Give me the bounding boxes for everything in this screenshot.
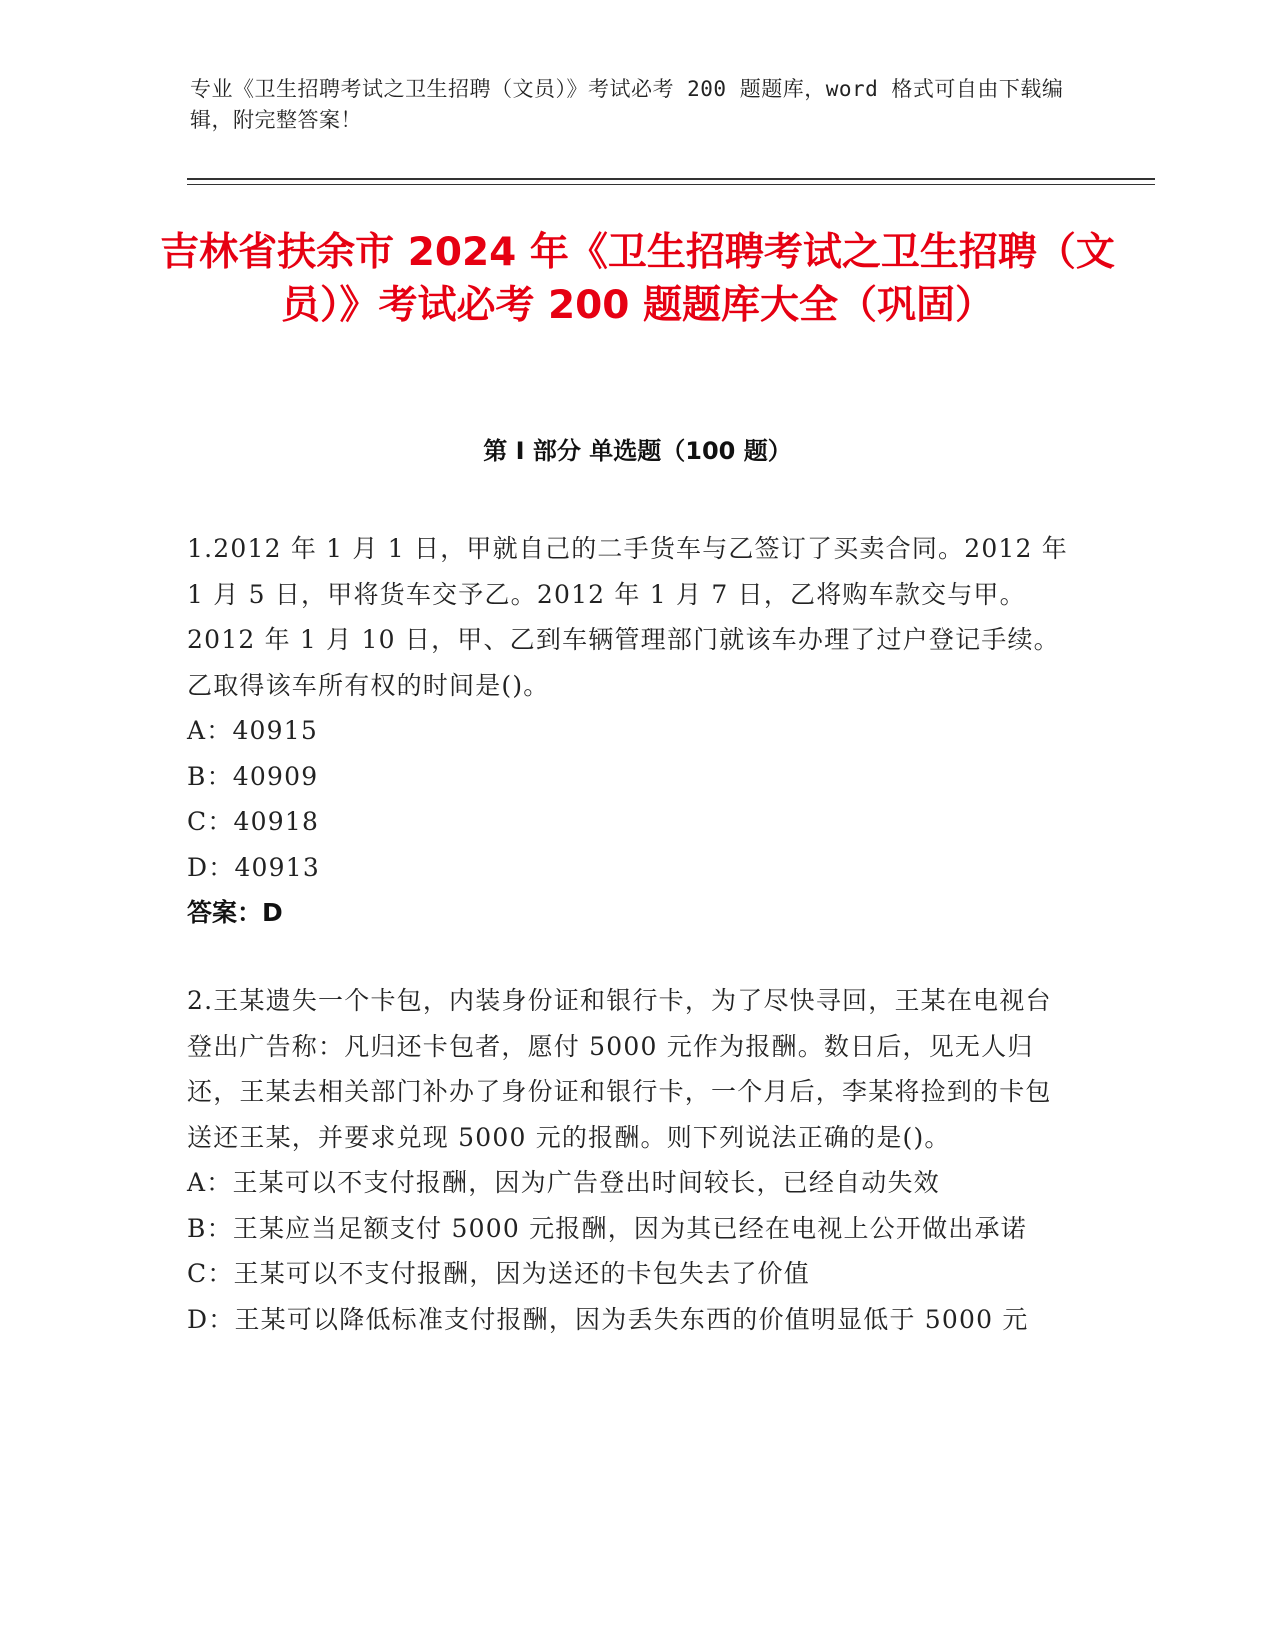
option-a: A：40915 <box>187 716 318 745</box>
question-1 <box>187 526 1077 936</box>
option-c: C：王某可以不支付报酬，因为送还的卡包失去了价值 <box>187 1259 810 1288</box>
question-stem: 1.2012 年 1 月 1 日，甲就自己的二手货车与乙签订了买卖合同。2012 年 1 月 5 日，甲将货车交予乙。2012 年 1 月 7 日，乙将购车款交与甲。2012 年 1 月 10 日，甲、乙到车辆管理部门就该车办理了过户登记手续。乙取得该车所有权的时间是()。 <box>187 534 1068 700</box>
option-d: D：40913 <box>187 852 320 882</box>
question-stem: 2.王某遗失一个卡包，内装身份证和银行卡，为了尽快寻回，王某在电视台登出广告称：凡归还卡包者，愿付 5000 元作为报酬。数日后，见无人归还，王某去相关部门补办了身份证和银行卡，一个月后，李某将捡到的卡包送还王某，并要求兑现 5000 元的报酬。则下列说法正确的是()。 <box>187 986 1052 1152</box>
header-divider-thin <box>187 184 1155 185</box>
answer-label: 答案：D <box>187 898 283 927</box>
question-2 <box>187 978 1077 1342</box>
header-note: 专业《卫生招聘考试之卫生招聘（文员）》考试必考 200 题题库，word 格式可自由下载编辑，附完整答案！ <box>190 77 1064 132</box>
option-b: B：王某应当足额支付 5000 元报酬，因为其已经在电视上公开做出承诺 <box>187 1213 1027 1243</box>
header-divider-thick <box>187 178 1155 180</box>
section-heading: 第 I 部分 单选题（100 题） <box>483 437 792 465</box>
option-b: B：40909 <box>187 761 319 791</box>
option-a: A：王某可以不支付报酬，因为广告登出时间较长，已经自动失效 <box>187 1168 940 1197</box>
option-d: D：王某可以降低标准支付报酬，因为丢失东西的价值明显低于 5000 元 <box>187 1304 1029 1334</box>
option-c: C：40918 <box>187 807 320 836</box>
document-title: 吉林省扶余市 2024 年《卫生招聘考试之卫生招聘（文员）》考试必考 200 题题库大全（巩固） <box>160 230 1115 328</box>
